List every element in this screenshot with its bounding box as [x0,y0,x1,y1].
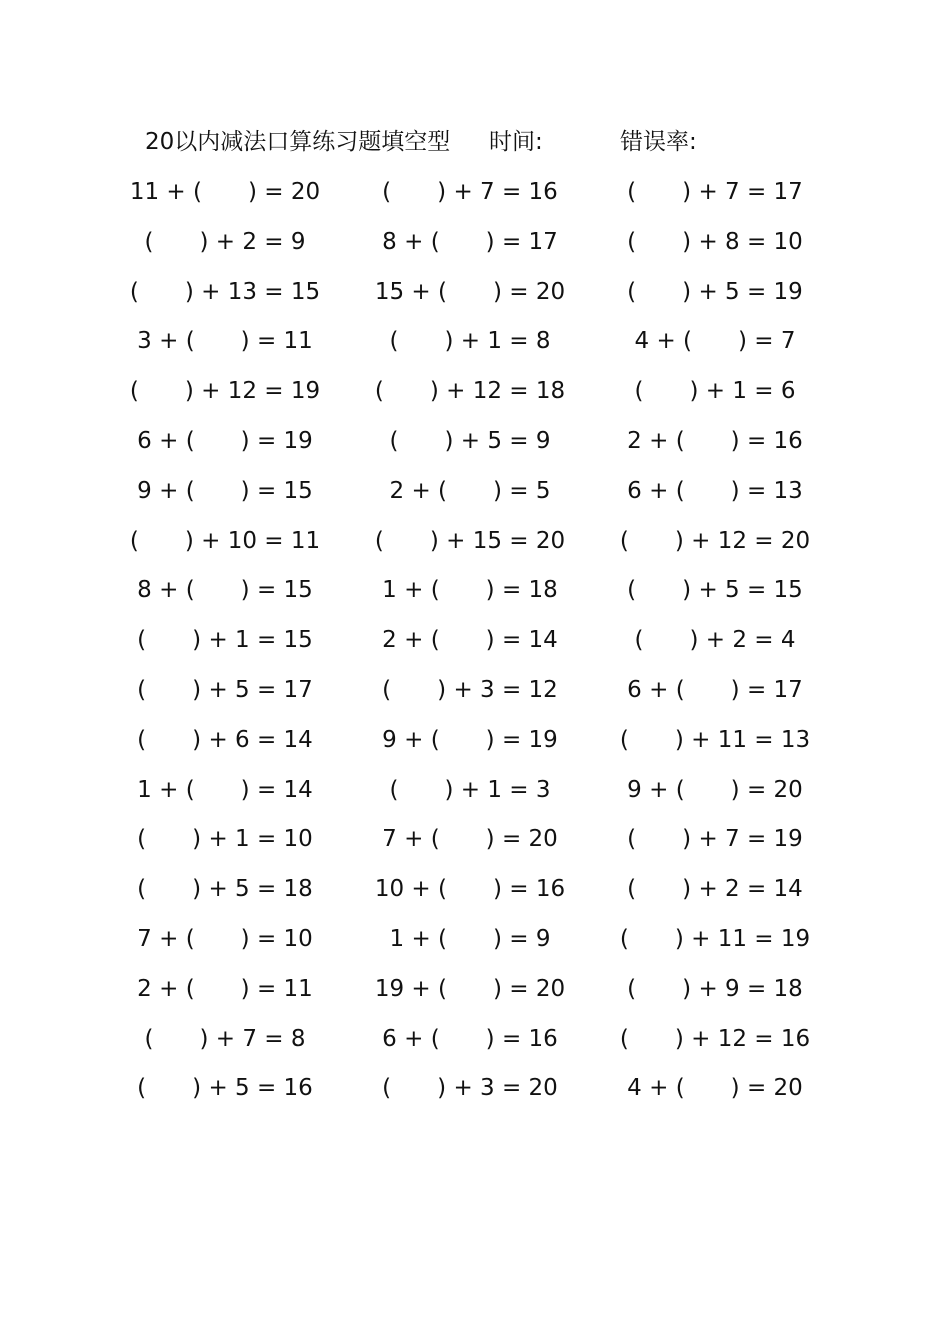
problem-left-part: 11 + ( [129,179,202,205]
math-problem [600,174,830,210]
problem-left-part: ( [382,179,392,205]
math-problem [110,772,340,808]
problem-row [145,1021,825,1071]
math-problem [355,921,585,957]
problem-right-part: ) = 15 [240,477,313,504]
problem-right-part: ) + 7 = 8 [199,1025,306,1052]
problem-row [129,523,825,573]
problem-left-part: ( [129,527,139,554]
math-problem [600,821,830,857]
math-problem [110,174,340,210]
math-problem [600,921,830,957]
problem-left-part: ( [137,676,147,703]
problem-right-part: ) + 6 = 14 [192,726,313,753]
problem-left-part: 8 + ( [137,577,195,604]
math-problem [355,473,585,509]
problem-row [145,224,825,274]
math-problem [355,423,585,459]
math-problem [355,871,585,907]
problem-left-part: 3 + ( [137,328,195,355]
math-problem [600,274,830,310]
math-problem [110,224,340,260]
problem-right-part: ) + 7 = 16 [437,179,558,205]
problem-right-part: ) = 11 [240,328,313,355]
problem-row [137,572,825,622]
math-problem [110,921,340,957]
math-problem [600,1021,830,1057]
problem-row [137,323,825,373]
problem-left-part: 4 + ( [634,328,692,355]
problem-left-part: ( [144,1025,154,1052]
math-problem [600,323,830,359]
math-problem [110,821,340,857]
math-problem [355,821,585,857]
problem-left-part: 6 + ( [627,676,685,703]
problem-right-part: ) = 18 [485,577,558,604]
problem-left-part: ( [137,627,147,654]
math-problem [110,473,340,509]
problem-row [137,423,825,473]
problem-right-part: ) = 15 [240,577,313,604]
math-problem [355,672,585,708]
problem-right-part: ) = 9 [493,925,551,952]
problem-right-part: ) + 11 = 13 [674,726,811,753]
problem-row [137,772,825,822]
problem-left-part: ( [634,627,644,654]
problem-right-part: ) + 7 = 17 [682,179,803,205]
problem-left-part: 2 + ( [382,627,440,654]
math-problem [110,1070,340,1106]
problem-right-part: ) = 16 [485,1025,558,1052]
problem-left-part: 6 + ( [627,477,685,504]
problem-left-part: ( [137,1075,147,1102]
problem-left-part: ( [627,577,637,604]
problem-right-part: ) = 20 [730,1075,803,1102]
math-problem [600,572,830,608]
problem-left-part: 7 + ( [382,826,440,853]
math-problem [355,1021,585,1057]
problem-left-part: ( [389,427,399,454]
problem-right-part: ) + 5 = 17 [192,676,313,703]
time-label: 时间: [489,129,543,155]
problem-right-part: ) + 9 = 18 [682,975,803,1002]
problem-right-part: ) + 11 = 19 [674,925,811,952]
error-rate-label: 错误率: [620,129,697,155]
problem-right-part: ) = 14 [240,776,313,803]
math-problem [600,722,830,758]
problem-right-part: ) + 8 = 10 [682,228,803,255]
problem-left-part: 10 + ( [374,876,447,903]
problem-left-part: 19 + ( [374,975,447,1002]
math-problem [110,971,340,1007]
math-problem [355,971,585,1007]
math-problem [600,772,830,808]
math-problem [355,722,585,758]
math-problem [355,772,585,808]
problem-left-part: ( [382,1075,392,1102]
problem-left-part: ( [627,876,637,903]
problem-left-part: ( [634,378,644,405]
problem-left-part: ( [627,278,637,305]
math-problem [355,622,585,658]
problem-left-part: 6 + ( [382,1025,440,1052]
problem-left-part: ( [627,975,637,1002]
problem-left-part: ( [627,826,637,853]
problem-left-part: 4 + ( [627,1075,685,1102]
problem-right-part: ) = 17 [730,676,803,703]
problem-left-part: 15 + ( [374,278,447,305]
math-problem [110,1021,340,1057]
problem-left-part: ( [619,527,629,554]
problem-left-part: ( [137,726,147,753]
problem-right-part: ) + 2 = 9 [199,228,306,255]
problem-left-part: ( [129,378,139,405]
problem-row [137,821,825,871]
problem-right-part: ) + 5 = 9 [444,427,551,454]
problem-right-part: ) + 7 = 19 [682,826,803,853]
problem-right-part: ) + 13 = 15 [184,278,321,305]
math-problem [110,672,340,708]
problem-right-part: ) + 3 = 12 [437,676,558,703]
math-problem [355,373,585,409]
problem-left-part: 1 + ( [137,776,195,803]
problem-left-part: 8 + ( [382,228,440,255]
problem-left-part: 9 + ( [382,726,440,753]
math-problem [110,423,340,459]
math-problem [110,323,340,359]
math-problem [600,672,830,708]
problem-right-part: ) + 2 = 4 [689,627,796,654]
problem-right-part: ) = 19 [240,427,313,454]
math-problem [355,224,585,260]
problem-right-part: ) = 17 [485,228,558,255]
worksheet-title: 20以内减法口算练习题填空型 [145,129,451,155]
math-problem [355,1070,585,1106]
math-problem [110,722,340,758]
problem-right-part: ) = 20 [485,826,558,853]
problem-left-part: ( [619,1025,629,1052]
problem-left-part: ( [374,527,384,554]
problem-right-part: ) + 5 = 19 [682,278,803,305]
problem-left-part: 6 + ( [137,427,195,454]
problem-left-part: ( [619,726,629,753]
problem-left-part: 1 + ( [382,577,440,604]
problem-right-part: ) = 7 [738,328,796,355]
problem-row [129,274,825,324]
math-problem [355,572,585,608]
problem-row [137,971,825,1021]
problem-left-part: 2 + ( [389,477,447,504]
problem-right-part: ) + 15 = 20 [429,527,566,554]
math-problem [600,373,830,409]
problem-right-part: ) = 14 [485,627,558,654]
problem-right-part: ) + 5 = 18 [192,876,313,903]
problem-row [129,174,825,224]
math-problem [600,1070,830,1106]
problem-right-part: ) + 1 = 8 [444,328,551,355]
problem-left-part: 2 + ( [137,975,195,1002]
problem-left-part: ( [374,378,384,405]
problem-left-part: ( [144,228,154,255]
problem-right-part: ) + 5 = 15 [682,577,803,604]
problem-row [137,622,825,672]
problem-left-part: ( [137,826,147,853]
problem-left-part: ( [627,179,637,205]
math-problem [110,523,340,559]
problem-left-part: ( [619,925,629,952]
math-problem [110,274,340,310]
problem-row [137,722,825,772]
problem-left-part: ( [382,676,392,703]
problem-right-part: ) + 2 = 14 [682,876,803,903]
problem-right-part: ) + 1 = 3 [444,776,551,803]
math-problem [600,871,830,907]
problem-row [129,373,825,423]
math-problem [355,274,585,310]
problem-right-part: ) = 10 [240,925,313,952]
problem-left-part: 9 + ( [627,776,685,803]
problem-left-part: 1 + ( [389,925,447,952]
problem-right-part: ) + 12 = 18 [429,378,566,405]
problem-right-part: ) + 3 = 20 [437,1075,558,1102]
math-problem [600,971,830,1007]
math-problem [355,523,585,559]
math-problem [600,523,830,559]
problem-right-part: ) + 5 = 16 [192,1075,313,1102]
problem-row [137,871,825,921]
problem-left-part: 9 + ( [137,477,195,504]
problem-right-part: ) = 20 [730,776,803,803]
problem-right-part: ) + 1 = 6 [689,378,796,405]
problem-right-part: ) = 5 [493,477,551,504]
problem-right-part: ) + 12 = 16 [674,1025,811,1052]
math-problem [110,622,340,658]
math-problem [600,473,830,509]
math-problem [600,224,830,260]
math-problem [355,174,585,210]
problem-left-part: ( [627,228,637,255]
problem-left-part: ( [389,328,399,355]
problem-right-part: ) = 20 [493,975,566,1002]
math-problem [110,871,340,907]
problem-row [137,672,825,722]
problem-left-part: ( [137,876,147,903]
problem-row [137,921,825,971]
math-problem [110,373,340,409]
math-problem [355,323,585,359]
problem-right-part: ) = 16 [493,876,566,903]
problem-right-part: ) = 11 [240,975,313,1002]
problem-right-part: ) + 12 = 19 [184,378,321,405]
math-problem [600,423,830,459]
problem-row [137,473,825,523]
problem-right-part: ) = 20 [248,179,321,205]
problem-left-part: ( [129,278,139,305]
problem-right-part: ) = 13 [730,477,803,504]
problem-right-part: ) + 10 = 11 [184,527,321,554]
problem-right-part: ) = 20 [493,278,566,305]
problem-left-part: 7 + ( [137,925,195,952]
problem-right-part: ) + 12 = 20 [674,527,811,554]
math-problem [110,572,340,608]
problem-left-part: 2 + ( [627,427,685,454]
problem-row [137,1070,825,1120]
problem-left-part: ( [389,776,399,803]
problem-right-part: ) = 19 [485,726,558,753]
problem-right-part: ) + 1 = 10 [192,826,313,853]
problem-grid [129,174,825,1120]
problem-right-part: ) + 1 = 15 [192,627,313,654]
math-problem [600,622,830,658]
problem-right-part: ) = 16 [730,427,803,454]
